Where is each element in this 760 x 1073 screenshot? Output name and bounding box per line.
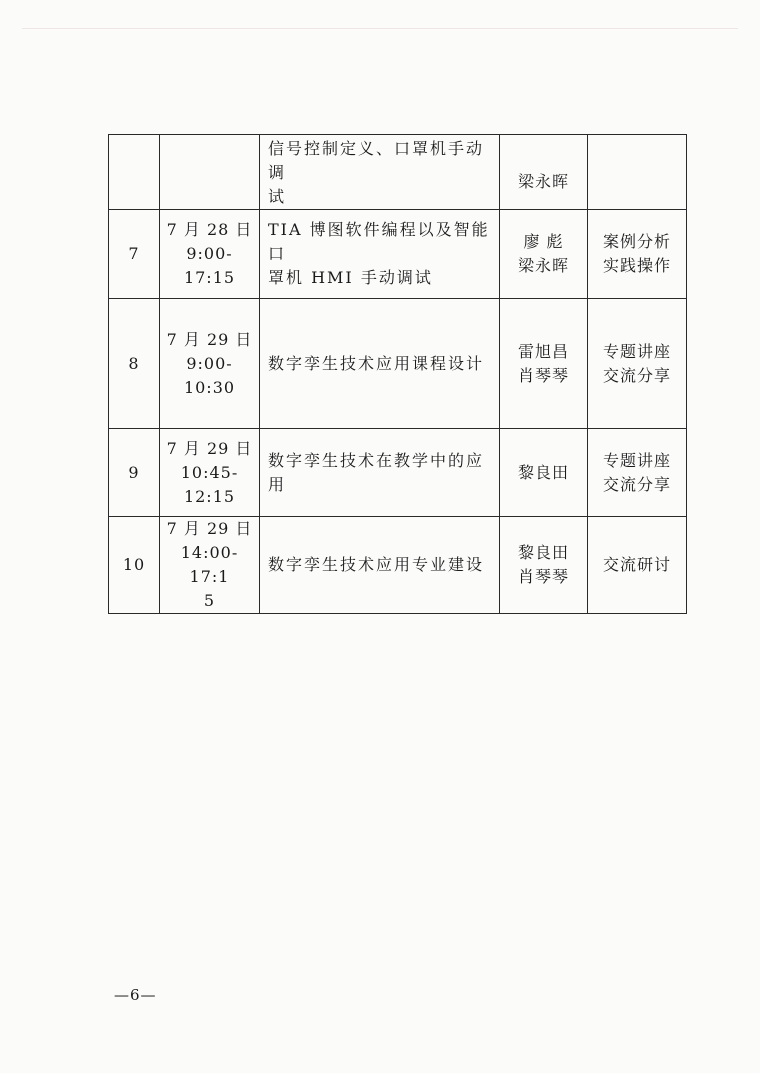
speaker-name: 肖琴琴 [517,567,569,586]
speaker-name: 梁永晖 [517,172,569,191]
training-schedule-table [108,134,687,614]
method-cell [588,299,687,429]
method-cell [588,135,687,210]
header-rule [22,28,738,29]
content-line: 数字孪生技术在教学中的应用 [268,450,485,494]
method-cell [588,210,687,299]
content-cell [260,517,500,614]
row-number-cell: 9 [109,429,160,517]
date-text: 7 月 29 日 [166,519,253,538]
method-text: 交流研讨 [602,555,671,574]
time-text: 9:00-10:30 [183,353,236,397]
table-row [109,517,687,614]
speaker-name: 黎良田 [517,462,569,482]
content-line: 信号控制定义、口罩机手动调 [268,139,485,182]
table-row [109,429,687,517]
date-time-cell [160,429,260,517]
page-number: —6— [114,986,157,1004]
speaker-cell [500,299,588,429]
speaker-cell [500,210,588,299]
date-time-cell [160,210,260,299]
row-number-cell: 8 [109,299,160,429]
row-number-cell: 7 [109,210,160,299]
method-text: 案例分析 [602,232,671,251]
date-time-cell [160,135,260,210]
speaker-cell [500,429,588,517]
content-line: 罩机 HMI 手动调试 [268,268,433,287]
speaker-name: 廖 彪 [523,232,564,251]
date-text: 7 月 28 日 [166,220,253,239]
content-line: 数字孪生技术应用课程设计 [268,353,485,373]
content-line: 数字孪生技术应用专业建设 [268,555,485,574]
date-time-cell [160,299,260,429]
table-row [109,210,687,299]
speaker-name: 黎良田 [517,543,569,562]
time-text: 10:45-12:15 [180,462,239,506]
speaker-name: 肖琴琴 [517,365,569,385]
date-text: 7 月 29 日 [166,329,253,349]
row-number-cell: 10 [109,517,160,614]
content-line: 试 [268,187,287,206]
content-cell [260,210,500,299]
content-cell [260,299,500,429]
time-text: 9:00-17:15 [183,244,236,287]
date-time-cell [160,517,260,614]
method-text: 专题讲座 [602,450,671,470]
content-cell [260,135,500,210]
speaker-cell [500,135,588,210]
method-text: 实践操作 [602,256,671,275]
method-text: 交流分享 [602,365,671,385]
time-text: 5 [203,591,216,610]
table-row [109,135,687,210]
speaker-name: 雷旭昌 [517,341,569,361]
content-cell [260,429,500,517]
method-cell [588,429,687,517]
table-row [109,299,687,429]
row-number-cell [109,135,160,210]
method-cell [588,517,687,614]
content-line: TIA 博图软件编程以及智能口 [268,220,490,263]
speaker-cell [500,517,588,614]
date-text: 7 月 29 日 [166,438,253,458]
method-text: 交流分享 [602,474,671,494]
speaker-name: 梁永晖 [517,256,569,275]
time-text: 14:00-17:1 [180,543,239,586]
method-text: 专题讲座 [602,341,671,361]
